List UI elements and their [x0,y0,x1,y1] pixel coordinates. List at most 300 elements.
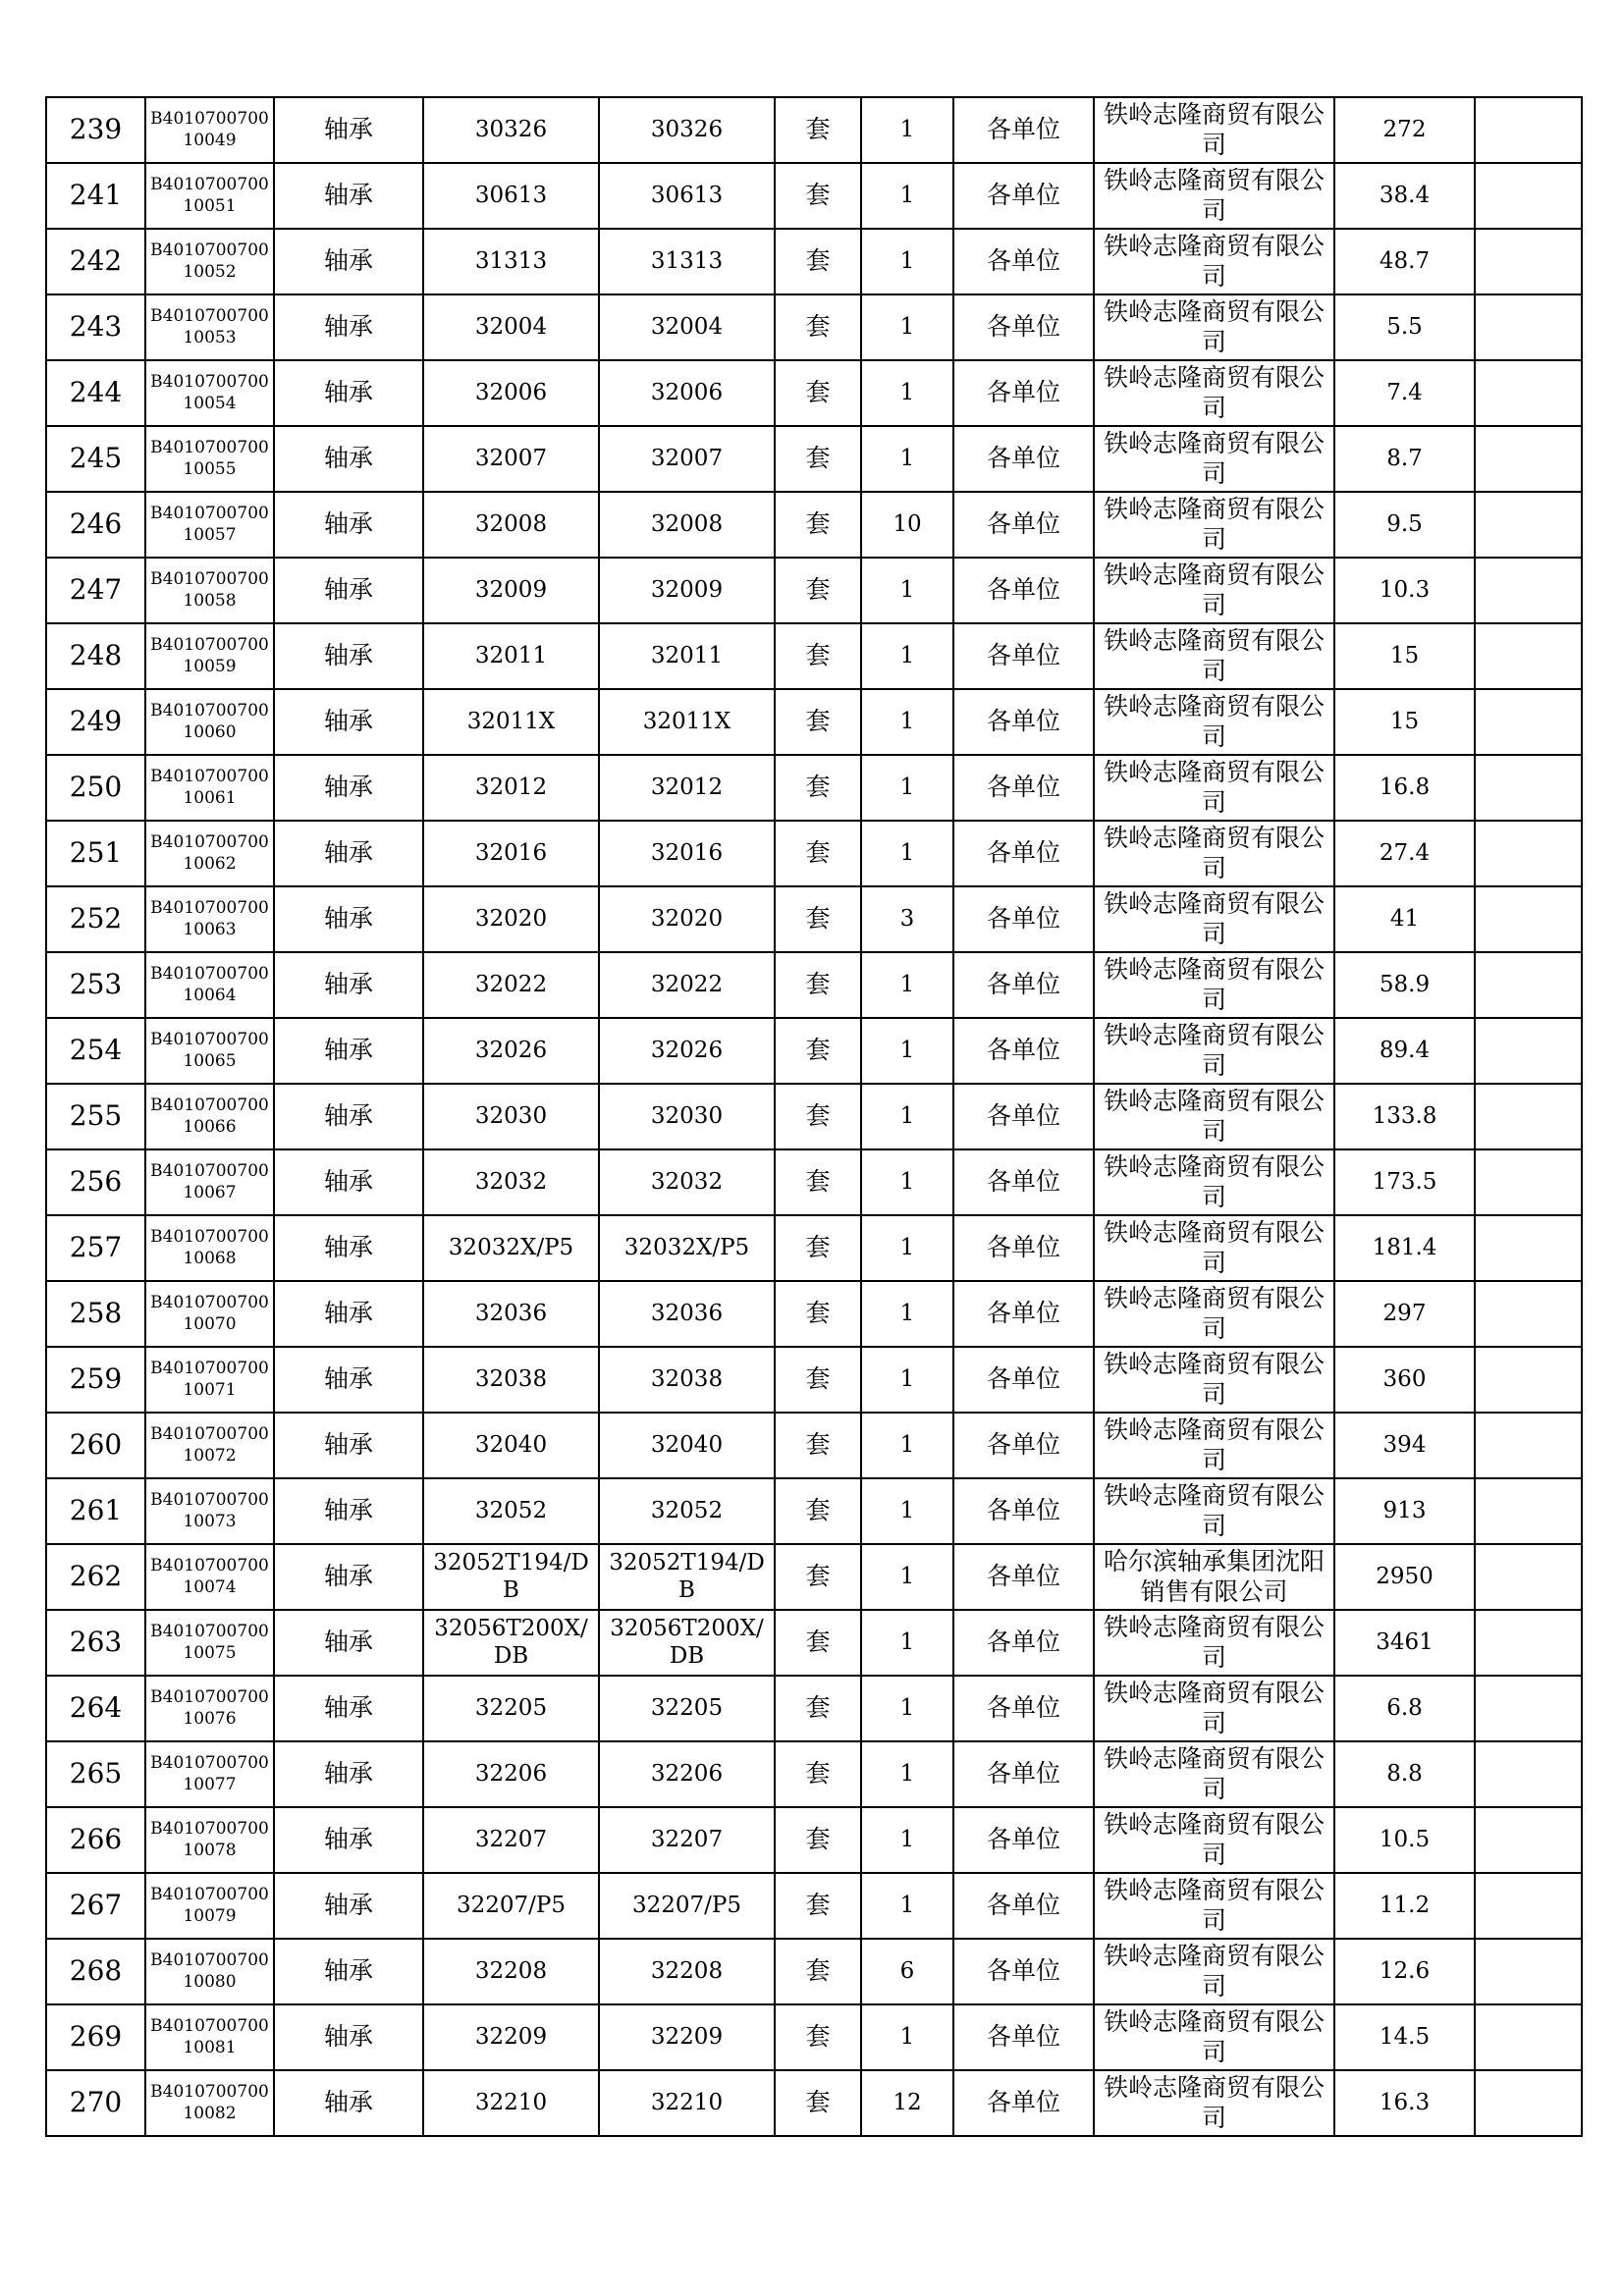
item-name-cell: 轴承 [274,1610,423,1676]
unit-cell: 套 [775,689,861,755]
seq-cell: 258 [46,1281,145,1347]
item-name-cell: 轴承 [274,1939,423,2004]
remark-cell [1475,1676,1582,1741]
remark-cell [1475,1741,1582,1807]
unit-price-cell: 16.8 [1334,755,1475,821]
quantity-cell: 1 [861,1610,953,1676]
material-code-cell: B401070070010064 [145,952,274,1018]
supplier-cell: 铁岭志隆商贸有限公司 [1094,1281,1334,1347]
material-code-cell: B401070070010082 [145,2070,274,2136]
model-cell: 32036 [599,1281,775,1347]
seq-cell: 253 [46,952,145,1018]
table-row [46,689,1582,755]
material-code-cell: B401070070010063 [145,886,274,952]
remark-cell [1475,1478,1582,1544]
spec-cell: 32007 [423,426,599,492]
supplier-cell: 铁岭志隆商贸有限公司 [1094,689,1334,755]
seq-cell: 244 [46,360,145,426]
seq-cell: 242 [46,229,145,294]
item-name-cell: 轴承 [274,1018,423,1084]
seq-cell: 249 [46,689,145,755]
item-name-cell: 轴承 [274,558,423,623]
remark-cell [1475,2004,1582,2070]
spec-cell: 32004 [423,294,599,360]
supplier-cell: 铁岭志隆商贸有限公司 [1094,1084,1334,1149]
spec-cell: 32009 [423,558,599,623]
quantity-cell: 1 [861,1478,953,1544]
table-row [46,1281,1582,1347]
supplier-cell: 铁岭志隆商贸有限公司 [1094,492,1334,558]
remark-cell [1475,1215,1582,1281]
unit-cell: 套 [775,1084,861,1149]
department-cell: 各单位 [953,360,1094,426]
quantity-cell: 1 [861,558,953,623]
seq-cell: 262 [46,1544,145,1610]
unit-price-cell: 6.8 [1334,1676,1475,1741]
quantity-cell: 12 [861,2070,953,2136]
department-cell: 各单位 [953,1807,1094,1873]
table-row [46,1215,1582,1281]
unit-cell: 套 [775,1478,861,1544]
table-row [46,1544,1582,1610]
model-cell: 32011X [599,689,775,755]
department-cell: 各单位 [953,689,1094,755]
unit-cell: 套 [775,1873,861,1939]
table-row [46,294,1582,360]
remark-cell [1475,1807,1582,1873]
unit-cell: 套 [775,558,861,623]
unit-cell: 套 [775,623,861,689]
seq-cell: 264 [46,1676,145,1741]
unit-price-cell: 10.3 [1334,558,1475,623]
department-cell: 各单位 [953,1413,1094,1478]
item-name-cell: 轴承 [274,952,423,1018]
quantity-cell: 1 [861,1676,953,1741]
material-code-cell: B401070070010078 [145,1807,274,1873]
model-cell: 32032X/P5 [599,1215,775,1281]
seq-cell: 268 [46,1939,145,2004]
item-name-cell: 轴承 [274,1281,423,1347]
department-cell: 各单位 [953,623,1094,689]
unit-cell: 套 [775,1215,861,1281]
spec-cell: 31313 [423,229,599,294]
remark-cell [1475,1873,1582,1939]
unit-cell: 套 [775,886,861,952]
unit-price-cell: 133.8 [1334,1084,1475,1149]
unit-price-cell: 27.4 [1334,821,1475,886]
remark-cell [1475,623,1582,689]
remark-cell [1475,1347,1582,1413]
department-cell: 各单位 [953,886,1094,952]
quantity-cell: 1 [861,1347,953,1413]
department-cell: 各单位 [953,1676,1094,1741]
spec-cell: 30613 [423,163,599,229]
model-cell: 30326 [599,97,775,163]
remark-cell [1475,952,1582,1018]
remark-cell [1475,1084,1582,1149]
spec-cell: 32208 [423,1939,599,2004]
model-cell: 32016 [599,821,775,886]
department-cell: 各单位 [953,2070,1094,2136]
unit-price-cell: 2950 [1334,1544,1475,1610]
unit-price-cell: 394 [1334,1413,1475,1478]
spec-cell: 32040 [423,1413,599,1478]
remark-cell [1475,1939,1582,2004]
department-cell: 各单位 [953,1215,1094,1281]
remark-cell [1475,1149,1582,1215]
table-row [46,1939,1582,2004]
remark-cell [1475,2070,1582,2136]
quantity-cell: 1 [861,2004,953,2070]
item-name-cell: 轴承 [274,1544,423,1610]
item-name-cell: 轴承 [274,821,423,886]
supplier-cell: 铁岭志隆商贸有限公司 [1094,97,1334,163]
material-code-cell: B401070070010057 [145,492,274,558]
model-cell: 32052T194/DB [599,1544,775,1610]
table-row [46,1741,1582,1807]
unit-cell: 套 [775,229,861,294]
department-cell: 各单位 [953,1281,1094,1347]
supplier-cell: 铁岭志隆商贸有限公司 [1094,1610,1334,1676]
quantity-cell: 1 [861,1018,953,1084]
unit-price-cell: 297 [1334,1281,1475,1347]
item-name-cell: 轴承 [274,294,423,360]
supplier-cell: 铁岭志隆商贸有限公司 [1094,821,1334,886]
table-row [46,1018,1582,1084]
model-cell: 32052 [599,1478,775,1544]
spec-cell: 32038 [423,1347,599,1413]
item-name-cell: 轴承 [274,689,423,755]
spec-cell: 32210 [423,2070,599,2136]
unit-cell: 套 [775,2070,861,2136]
item-name-cell: 轴承 [274,360,423,426]
model-cell: 30613 [599,163,775,229]
department-cell: 各单位 [953,1939,1094,2004]
material-code-cell: B401070070010080 [145,1939,274,2004]
department-cell: 各单位 [953,1084,1094,1149]
material-code-cell: B401070070010081 [145,2004,274,2070]
model-cell: 32026 [599,1018,775,1084]
unit-price-cell: 16.3 [1334,2070,1475,2136]
spec-cell: 32032X/P5 [423,1215,599,1281]
seq-cell: 255 [46,1084,145,1149]
unit-cell: 套 [775,821,861,886]
material-code-cell: B401070070010066 [145,1084,274,1149]
material-code-cell: B401070070010070 [145,1281,274,1347]
department-cell: 各单位 [953,1741,1094,1807]
supplier-cell: 铁岭志隆商贸有限公司 [1094,1939,1334,2004]
supplier-cell: 铁岭志隆商贸有限公司 [1094,1347,1334,1413]
table-row [46,2070,1582,2136]
table-row [46,623,1582,689]
unit-price-cell: 41 [1334,886,1475,952]
model-cell: 32206 [599,1741,775,1807]
unit-cell: 套 [775,163,861,229]
spec-cell: 32012 [423,755,599,821]
unit-cell: 套 [775,1347,861,1413]
material-code-cell: B401070070010053 [145,294,274,360]
seq-cell: 254 [46,1018,145,1084]
item-name-cell: 轴承 [274,623,423,689]
unit-cell: 套 [775,1741,861,1807]
model-cell: 32209 [599,2004,775,2070]
department-cell: 各单位 [953,2004,1094,2070]
price-table [45,96,1583,2137]
item-name-cell: 轴承 [274,492,423,558]
seq-cell: 251 [46,821,145,886]
model-cell: 32210 [599,2070,775,2136]
department-cell: 各单位 [953,229,1094,294]
table-row [46,492,1582,558]
department-cell: 各单位 [953,1347,1094,1413]
item-name-cell: 轴承 [274,1676,423,1741]
unit-cell: 套 [775,360,861,426]
spec-cell: 32207 [423,1807,599,1873]
item-name-cell: 轴承 [274,2070,423,2136]
spec-cell: 32052 [423,1478,599,1544]
remark-cell [1475,360,1582,426]
quantity-cell: 1 [861,1544,953,1610]
unit-price-cell: 15 [1334,689,1475,755]
remark-cell [1475,163,1582,229]
department-cell: 各单位 [953,163,1094,229]
department-cell: 各单位 [953,821,1094,886]
remark-cell [1475,492,1582,558]
remark-cell [1475,229,1582,294]
supplier-cell: 铁岭志隆商贸有限公司 [1094,294,1334,360]
table-row [46,1413,1582,1478]
unit-price-cell: 58.9 [1334,952,1475,1018]
spec-cell: 32206 [423,1741,599,1807]
spec-cell: 32020 [423,886,599,952]
department-cell: 各单位 [953,294,1094,360]
material-code-cell: B401070070010067 [145,1149,274,1215]
unit-price-cell: 7.4 [1334,360,1475,426]
model-cell: 32020 [599,886,775,952]
unit-cell: 套 [775,1018,861,1084]
remark-cell [1475,294,1582,360]
supplier-cell: 铁岭志隆商贸有限公司 [1094,1018,1334,1084]
spec-cell: 32011X [423,689,599,755]
unit-price-cell: 15 [1334,623,1475,689]
table-row [46,1149,1582,1215]
spec-cell: 30326 [423,97,599,163]
supplier-cell: 铁岭志隆商贸有限公司 [1094,1149,1334,1215]
remark-cell [1475,821,1582,886]
quantity-cell: 6 [861,1939,953,2004]
supplier-cell: 铁岭志隆商贸有限公司 [1094,1807,1334,1873]
material-code-cell: B401070070010065 [145,1018,274,1084]
seq-cell: 247 [46,558,145,623]
unit-price-cell: 10.5 [1334,1807,1475,1873]
material-code-cell: B401070070010054 [145,360,274,426]
model-cell: 32006 [599,360,775,426]
model-cell: 32207/P5 [599,1873,775,1939]
seq-cell: 269 [46,2004,145,2070]
seq-cell: 250 [46,755,145,821]
unit-price-cell: 181.4 [1334,1215,1475,1281]
unit-cell: 套 [775,755,861,821]
supplier-cell: 铁岭志隆商贸有限公司 [1094,623,1334,689]
table-row [46,952,1582,1018]
item-name-cell: 轴承 [274,1413,423,1478]
remark-cell [1475,426,1582,492]
seq-cell: 267 [46,1873,145,1939]
quantity-cell: 1 [861,163,953,229]
model-cell: 32030 [599,1084,775,1149]
department-cell: 各单位 [953,1610,1094,1676]
model-cell: 32011 [599,623,775,689]
item-name-cell: 轴承 [274,1149,423,1215]
unit-price-cell: 5.5 [1334,294,1475,360]
model-cell: 32208 [599,1939,775,2004]
supplier-cell: 铁岭志隆商贸有限公司 [1094,426,1334,492]
quantity-cell: 1 [861,426,953,492]
quantity-cell: 3 [861,886,953,952]
department-cell: 各单位 [953,1149,1094,1215]
supplier-cell: 铁岭志隆商贸有限公司 [1094,2070,1334,2136]
item-name-cell: 轴承 [274,1807,423,1873]
material-code-cell: B401070070010052 [145,229,274,294]
unit-price-cell: 9.5 [1334,492,1475,558]
material-code-cell: B401070070010051 [145,163,274,229]
supplier-cell: 铁岭志隆商贸有限公司 [1094,360,1334,426]
table-row [46,97,1582,163]
spec-cell: 32205 [423,1676,599,1741]
seq-cell: 248 [46,623,145,689]
supplier-cell: 铁岭志隆商贸有限公司 [1094,2004,1334,2070]
spec-cell: 32011 [423,623,599,689]
quantity-cell: 1 [861,689,953,755]
supplier-cell: 铁岭志隆商贸有限公司 [1094,1873,1334,1939]
quantity-cell: 1 [861,952,953,1018]
quantity-cell: 1 [861,1084,953,1149]
spec-cell: 32207/P5 [423,1873,599,1939]
department-cell: 各单位 [953,755,1094,821]
seq-cell: 259 [46,1347,145,1413]
table-row [46,886,1582,952]
quantity-cell: 1 [861,1215,953,1281]
table-row [46,558,1582,623]
model-cell: 32032 [599,1149,775,1215]
material-code-cell: B401070070010049 [145,97,274,163]
remark-cell [1475,1018,1582,1084]
item-name-cell: 轴承 [274,426,423,492]
model-cell: 32056T200X/DB [599,1610,775,1676]
remark-cell [1475,558,1582,623]
material-code-cell: B401070070010077 [145,1741,274,1807]
model-cell: 32004 [599,294,775,360]
unit-cell: 套 [775,1413,861,1478]
spec-cell: 32006 [423,360,599,426]
unit-cell: 套 [775,97,861,163]
unit-cell: 套 [775,1544,861,1610]
spec-cell: 32052T194/DB [423,1544,599,1610]
price-list-sheet [45,96,1583,2137]
table-row [46,821,1582,886]
material-code-cell: B401070070010072 [145,1413,274,1478]
supplier-cell: 哈尔滨轴承集团沈阳销售有限公司 [1094,1544,1334,1610]
seq-cell: 245 [46,426,145,492]
spec-cell: 32016 [423,821,599,886]
model-cell: 31313 [599,229,775,294]
quantity-cell: 1 [861,1807,953,1873]
seq-cell: 263 [46,1610,145,1676]
quantity-cell: 1 [861,360,953,426]
supplier-cell: 铁岭志隆商贸有限公司 [1094,1215,1334,1281]
material-code-cell: B401070070010061 [145,755,274,821]
unit-cell: 套 [775,1281,861,1347]
unit-price-cell: 38.4 [1334,163,1475,229]
unit-cell: 套 [775,1939,861,2004]
unit-price-cell: 89.4 [1334,1018,1475,1084]
supplier-cell: 铁岭志隆商贸有限公司 [1094,1676,1334,1741]
unit-price-cell: 12.6 [1334,1939,1475,2004]
seq-cell: 243 [46,294,145,360]
material-code-cell: B401070070010055 [145,426,274,492]
material-code-cell: B401070070010079 [145,1873,274,1939]
item-name-cell: 轴承 [274,1741,423,1807]
material-code-cell: B401070070010068 [145,1215,274,1281]
quantity-cell: 1 [861,1149,953,1215]
item-name-cell: 轴承 [274,886,423,952]
item-name-cell: 轴承 [274,1873,423,1939]
department-cell: 各单位 [953,952,1094,1018]
unit-price-cell: 11.2 [1334,1873,1475,1939]
supplier-cell: 铁岭志隆商贸有限公司 [1094,1741,1334,1807]
supplier-cell: 铁岭志隆商贸有限公司 [1094,755,1334,821]
table-row [46,1610,1582,1676]
supplier-cell: 铁岭志隆商贸有限公司 [1094,952,1334,1018]
table-row [46,2004,1582,2070]
table-row [46,1347,1582,1413]
supplier-cell: 铁岭志隆商贸有限公司 [1094,558,1334,623]
unit-cell: 套 [775,492,861,558]
remark-cell [1475,1610,1582,1676]
seq-cell: 252 [46,886,145,952]
table-body [46,97,1582,2136]
seq-cell: 246 [46,492,145,558]
item-name-cell: 轴承 [274,1084,423,1149]
spec-cell: 32022 [423,952,599,1018]
department-cell: 各单位 [953,492,1094,558]
quantity-cell: 1 [861,294,953,360]
quantity-cell: 1 [861,1281,953,1347]
unit-price-cell: 14.5 [1334,2004,1475,2070]
unit-price-cell: 272 [1334,97,1475,163]
supplier-cell: 铁岭志隆商贸有限公司 [1094,1478,1334,1544]
table-row [46,229,1582,294]
unit-cell: 套 [775,294,861,360]
item-name-cell: 轴承 [274,163,423,229]
table-row [46,1084,1582,1149]
unit-cell: 套 [775,2004,861,2070]
supplier-cell: 铁岭志隆商贸有限公司 [1094,163,1334,229]
remark-cell [1475,755,1582,821]
spec-cell: 32008 [423,492,599,558]
unit-price-cell: 3461 [1334,1610,1475,1676]
quantity-cell: 10 [861,492,953,558]
item-name-cell: 轴承 [274,1215,423,1281]
supplier-cell: 铁岭志隆商贸有限公司 [1094,1413,1334,1478]
department-cell: 各单位 [953,97,1094,163]
seq-cell: 239 [46,97,145,163]
table-row [46,1676,1582,1741]
item-name-cell: 轴承 [274,1478,423,1544]
seq-cell: 260 [46,1413,145,1478]
model-cell: 32007 [599,426,775,492]
unit-cell: 套 [775,952,861,1018]
